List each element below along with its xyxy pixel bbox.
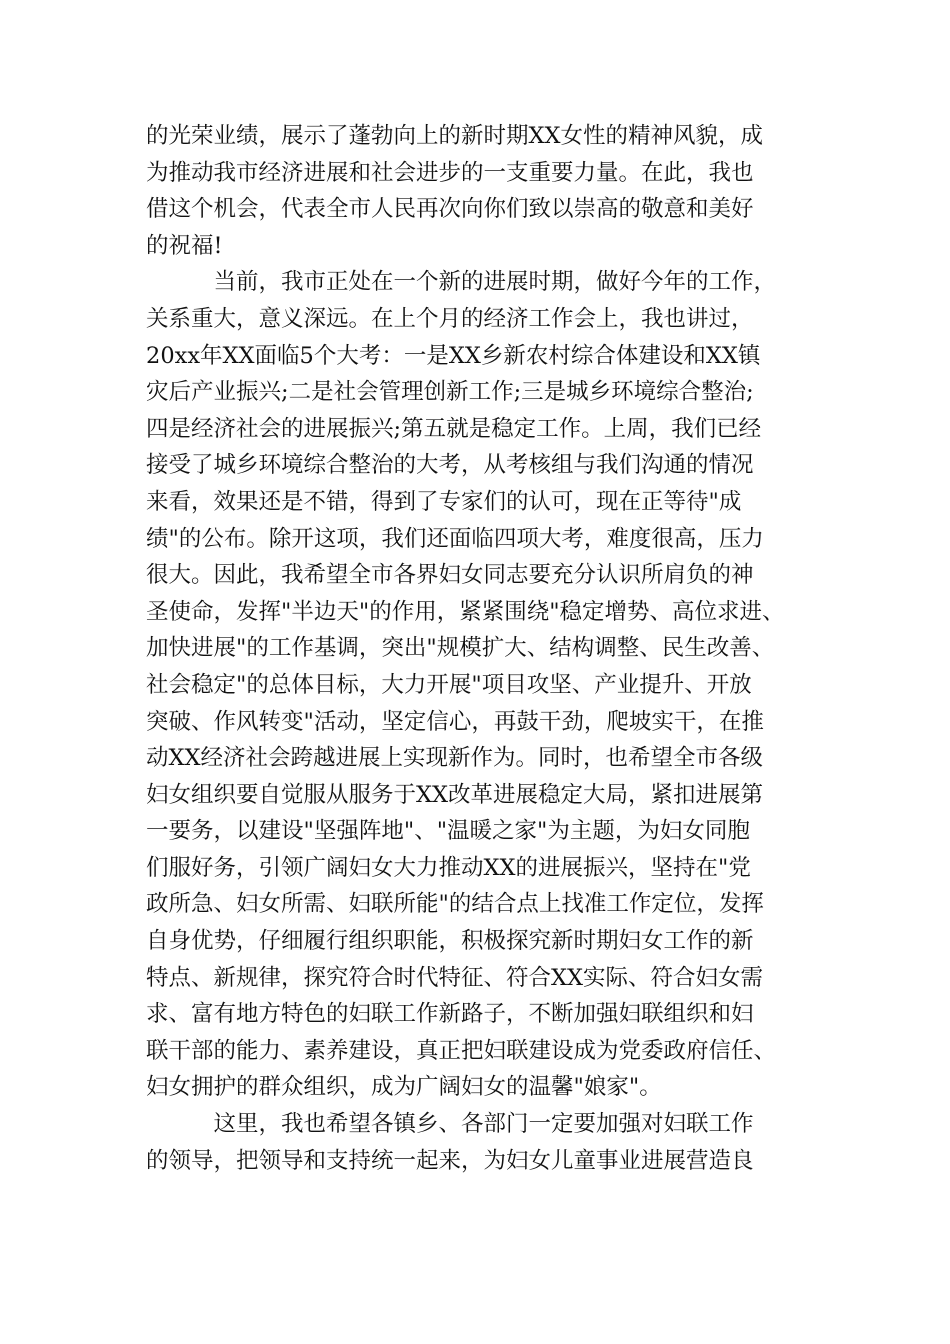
text-line: 来看，效果还是不错，得到了专家们的认可，现在正等待"成: [146, 488, 742, 515]
text-line: 借这个机会，代表全市人民再次向你们致以崇高的敬意和美好: [146, 196, 754, 223]
text-line: 求、富有地方特色的妇联工作新路子，不断加强妇联组织和妇: [146, 1001, 754, 1028]
text-line: 联干部的能力、素养建设，真正把妇联建设成为党委政府信任、: [146, 1037, 777, 1064]
text-line: 四是经济社会的进展振兴;第五就是稳定工作。上周，我们已经: [146, 415, 762, 442]
text-line: 绩"的公布。除开这项，我们还面临四项大考，难度很高，压力: [146, 525, 764, 552]
text-line: 妇女组织要自觉服从服务于XX改革进展稳定大局，紧扣进展第: [146, 781, 764, 808]
text-line: 的领导，把领导和支持统一起来，为妇女儿童事业进展营造良: [146, 1147, 754, 1174]
text-line: 灾后产业振兴;二是社会管理创新工作;三是城乡环境综合整治;: [146, 379, 754, 406]
text-line: 妇女拥护的群众组织，成为广阔妇女的温馨"娘家"。: [146, 1074, 662, 1101]
text-line: 的祝福!: [146, 232, 223, 259]
text-line: 圣使命，发挥"半边天"的作用，紧紧围绕"稳定增势、高位求进、: [146, 598, 785, 625]
text-line: 接受了城乡环境综合整治的大考，从考核组与我们沟通的情况: [146, 452, 754, 479]
text-line: 动XX经济社会跨越进展上实现新作为。同时，也希望全市各级: [146, 745, 764, 772]
text-line: 特点、新规律，探究符合时代特征、符合XX实际、符合妇女需: [146, 964, 764, 991]
text-line: 加快进展"的工作基调，突出"规模扩大、结构调整、民生改善、: [146, 635, 775, 662]
paragraph-start-line: 这里，我也希望各镇乡、各部门一定要加强对妇联工作: [146, 1111, 754, 1138]
text-line: 很大。因此，我希望全市各界妇女同志要充分认识所肩负的神: [146, 562, 754, 589]
text-line: 政所急、妇女所需、妇联所能"的结合点上找准工作定位，发挥: [146, 891, 764, 918]
text-line: 20xx年XX面临5个大考：一是XX乡新农村综合体建设和XX镇: [146, 342, 761, 369]
text-line: 的光荣业绩，展示了蓬勃向上的新时期XX女性的精神风貌，成: [146, 123, 764, 149]
text-line: 社会稳定"的总体目标，大力开展"项目攻坚、产业提升、开放: [146, 671, 752, 698]
text-line: 突破、作风转变"活动，坚定信心，再鼓干劲，爬坡实干，在推: [146, 708, 764, 735]
document-body: [146, 118, 826, 1179]
text-line: 一要务，以建设"坚强阵地"、"温暖之家"为主题，为妇女同胞: [146, 818, 750, 845]
paragraph-start-line: 当前，我市正处在一个新的进展时期，做好今年的工作，: [146, 269, 777, 296]
text-line: 自身优势，仔细履行组织职能，积极探究新时期妇女工作的新: [146, 928, 754, 955]
text-line: 们服好务，引领广阔妇女大力推动XX的进展振兴，坚持在"党: [146, 854, 751, 881]
text-line: 为推动我市经济进展和社会进步的一支重要力量。在此，我也: [146, 159, 754, 186]
text-line: 关系重大，意义深远。在上个月的经济工作会上，我也讲过，: [146, 305, 754, 332]
